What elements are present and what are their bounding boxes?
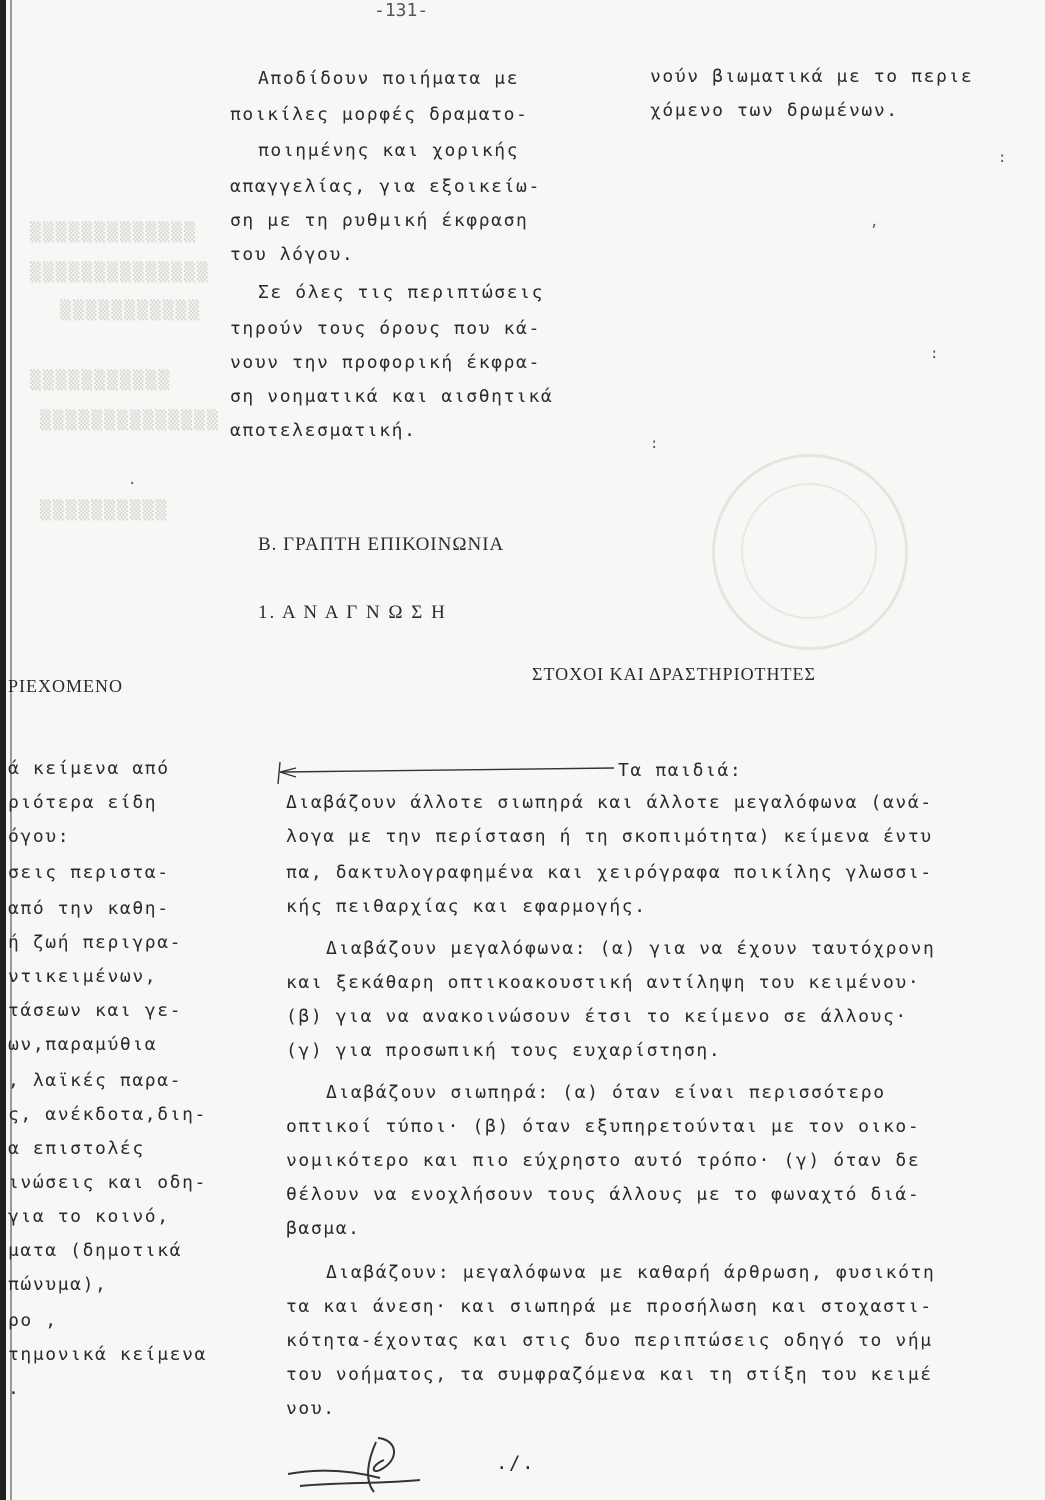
column-header-goals: ΣΤΟΧΟΙ ΚΑΙ ΔΡΑΣΤΗΡΙΟΤΗΤΕΣ <box>532 664 817 684</box>
main-text-line: κής πειθαρχίας και εφαρμογής. <box>286 896 647 917</box>
left-column-line: από την καθη- <box>8 898 170 919</box>
speck: , <box>870 214 879 230</box>
left-column-line: πώνυμα), <box>8 1274 108 1295</box>
main-text-line: Διαβάζουν μεγαλόφωνα: (α) για να έχουν ταυτόχρονη <box>326 938 936 959</box>
speck: . <box>128 472 137 488</box>
bleed-through-text: ▒▒▒▒▒▒▒▒▒▒▒▒▒ <box>30 222 197 243</box>
bleed-through-text: ▒▒▒▒▒▒▒▒▒▒▒▒▒▒ <box>30 262 210 283</box>
text-line: Σε όλες τις περιπτώσεις <box>258 282 545 303</box>
main-text-line: και ξεκάθαρη οπτικοακουστική αντίληψη του κειμένου· <box>286 972 921 993</box>
subsection-heading: 1. Α Ν Α Γ Ν Ω Σ Η <box>258 602 447 623</box>
main-text-line: (γ) για προσωπική τους ευχαρίστηση. <box>286 1040 722 1061</box>
left-column-line: . <box>8 1378 21 1399</box>
text-line: ποικίλες μορφές δραματο- <box>230 104 529 125</box>
left-column-line: ρο , <box>8 1310 58 1331</box>
page-number: -131- <box>374 0 429 21</box>
left-column-line: ή ζωή περιγρα- <box>8 932 183 953</box>
left-column-line: ινώσεις και οδη- <box>8 1172 207 1193</box>
arrow-line-icon <box>276 758 616 788</box>
text-line: τηρούν τους όρους που κά- <box>230 318 541 339</box>
left-column-line: τάσεων και γε- <box>8 1000 183 1021</box>
section-heading: Β. ΓΡΑΠΤΗ ΕΠΙΚΟΙΝΩΝΙΑ <box>258 534 505 555</box>
left-column-line: ματα (δημοτικά <box>8 1240 183 1261</box>
text-line: ση νοηματικά και αισθητικά <box>230 386 554 407</box>
left-column-line: , λαϊκές παρα- <box>8 1070 183 1091</box>
signature-icon <box>280 1430 430 1498</box>
bleed-through-text: ▒▒▒▒▒▒▒▒▒▒▒ <box>60 300 202 321</box>
left-column-line: ά κείμενα από <box>8 758 170 779</box>
speck: : <box>998 150 1007 166</box>
text-line: νούν βιωματικά με το περιε <box>650 66 974 87</box>
main-text-line: του νοήματος, τα συμφραζόμενα και τη στίξη του κειμέ <box>286 1364 933 1385</box>
text-line: ποιημένης και χορικής <box>258 140 520 161</box>
main-text-line: νομικότερο και πιο εύχρηστο αυτό τρόπο· (γ) όταν δε <box>286 1150 921 1171</box>
main-text-line: (β) για να ανακοινώσουν έτσι το κείμενο σε άλλους· <box>286 1006 908 1027</box>
binding-edge <box>0 0 6 1500</box>
bleed-through-text: ▒▒▒▒▒▒▒▒▒▒ <box>40 500 169 521</box>
bleed-through-text: ▒▒▒▒▒▒▒▒▒▒▒ <box>30 370 172 391</box>
text-line: απαγγελίας, για εξοικείω- <box>230 176 541 197</box>
text-line: αποτελεσματική. <box>230 420 417 441</box>
left-column-line: σεις περιστα- <box>8 862 170 883</box>
left-column-line: ων,παραμύθια <box>8 1034 158 1055</box>
main-text-line: νου. <box>286 1398 336 1419</box>
bleed-through-text: ▒▒▒▒▒▒▒▒▒▒▒▒▒▒ <box>40 410 220 431</box>
left-column-line: ντικειμένων, <box>8 966 158 987</box>
column-header-content: ΡΙΕΧΟΜΕΝΟ <box>8 676 123 696</box>
main-text-line: Διαβάζουν σιωπηρά: (α) όταν είναι περισσότερο <box>326 1082 886 1103</box>
text-line: του λόγου. <box>230 244 355 265</box>
main-text-line: βασμα. <box>286 1218 361 1239</box>
main-text-line: οπτικοί τύποι· (β) όταν εξυπηρετούνται με τον οικο- <box>286 1116 921 1137</box>
left-column-line: α επιστολές <box>8 1138 145 1159</box>
speck: : <box>930 346 939 362</box>
intro-label: Τα παιδιά: <box>618 760 743 781</box>
stamp-inner-ring <box>741 483 877 619</box>
text-line: Αποδίδουν ποιήματα με <box>258 68 520 89</box>
stamp-seal <box>712 454 908 650</box>
continuation-mark: ./. <box>496 1452 536 1474</box>
main-text-line: Διαβάζουν άλλοτε σιωπηρά και άλλοτε μεγαλόφωνα (ανά- <box>286 792 933 813</box>
main-text-line: τα και άνεση· και σιωπηρά με προσήλωση και στοχαστι- <box>286 1296 933 1317</box>
left-column-line: όγου: <box>8 826 71 847</box>
speck: : <box>650 436 659 452</box>
main-text-line: κότητα-έχοντας και στις δυο περιπτώσεις οδηγό το νήμ <box>286 1330 933 1351</box>
main-text-line: Διαβάζουν: μεγαλόφωνα με καθαρή άρθρωση, φυσικότη <box>326 1262 936 1283</box>
left-column-line: ς, ανέκδοτα,διη- <box>8 1104 207 1125</box>
left-column-line: τημονικά κείμενα <box>8 1344 207 1365</box>
main-text-line: λογα με την περίσταση ή τη σκοπιμότητα) κείμενα έντυ <box>286 826 933 847</box>
text-line: χόμενο των δρωμένων. <box>650 100 899 121</box>
left-column-line: για το κοινό, <box>8 1206 170 1227</box>
main-text-line: θέλουν να ενοχλήσουν τους άλλους με το φωναχτό διά- <box>286 1184 921 1205</box>
main-text-line: πα, δακτυλογραφημένα και χειρόγραφα ποικίλης γλωσσι- <box>286 862 933 883</box>
text-line: ση με τη ρυθμική έκφραση <box>230 210 529 231</box>
left-column-line: ριότερα είδη <box>8 792 158 813</box>
text-line: νουν την προφορική έκφρα- <box>230 352 541 373</box>
